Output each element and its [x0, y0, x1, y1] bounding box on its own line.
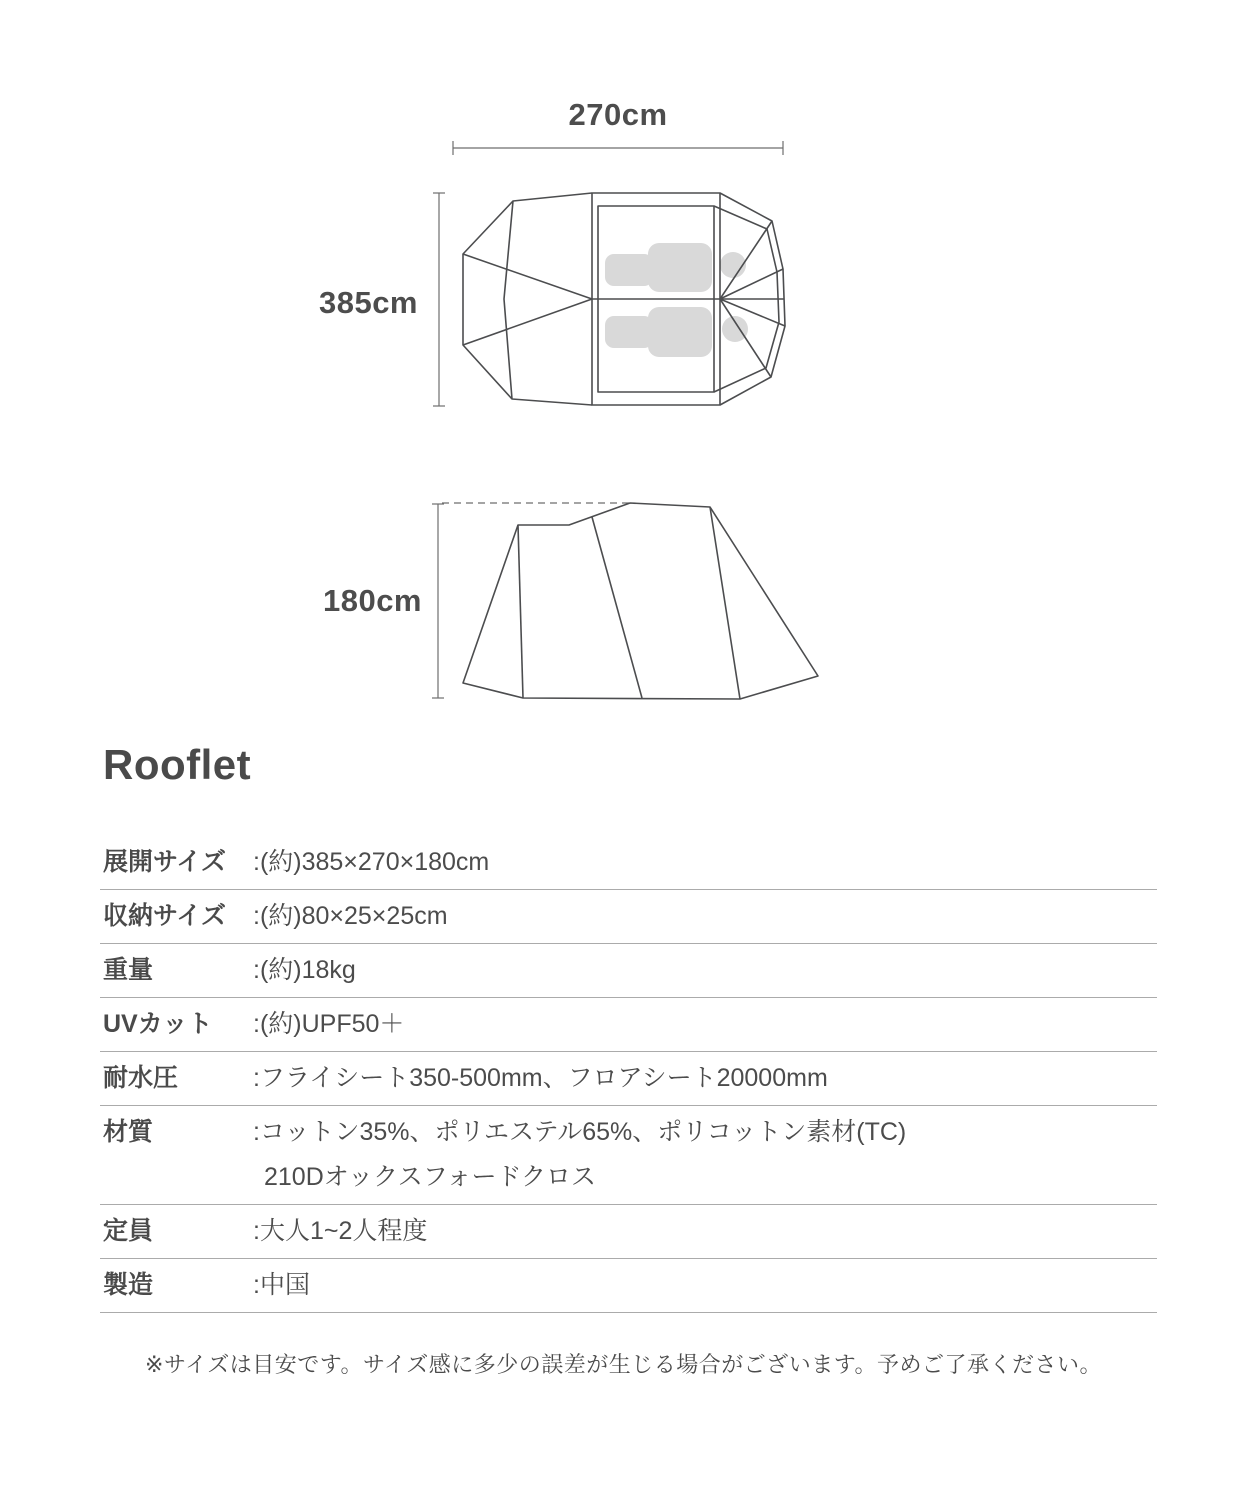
person-silhouette-top	[605, 243, 746, 292]
spec-label: 材質	[103, 1118, 154, 1146]
spec-row-packed-size	[100, 890, 1157, 944]
tent-top-view-outline	[463, 193, 785, 405]
spec-label: 耐水圧	[103, 1064, 179, 1092]
size-disclaimer-note: ※サイズは目安です。サイズ感に多少の誤差が生じる場合がございます。予めご了承ください。	[145, 1352, 1102, 1377]
spec-row-material	[100, 1106, 1157, 1205]
spec-label: 製造	[103, 1271, 154, 1299]
spec-label: 収納サイズ	[103, 902, 227, 930]
person-silhouettes	[605, 243, 748, 357]
spec-label: UVカット	[103, 1010, 213, 1038]
spec-row-capacity	[100, 1205, 1157, 1259]
spec-value-line2: 210Dオックスフォードクロス	[264, 1163, 597, 1191]
person-silhouette-bottom	[605, 307, 748, 357]
spec-row-manufacture	[100, 1259, 1157, 1313]
top-view-width-label: 270cm	[568, 97, 668, 132]
spec-value: :(約)18kg	[253, 956, 356, 984]
spec-label: 定員	[103, 1217, 154, 1245]
tent-side-view-outline	[463, 503, 818, 699]
spec-row-weight	[100, 944, 1157, 998]
dimension-lines-side-view	[432, 503, 632, 698]
spec-label: 展開サイズ	[103, 848, 227, 876]
spec-row-expanded-size	[100, 836, 1157, 890]
spec-value: :(約)80×25×25cm	[253, 902, 448, 930]
side-view-height-label: 180cm	[322, 583, 422, 618]
spec-value: :中国	[253, 1271, 310, 1299]
top-view-height-label: 385cm	[318, 285, 418, 320]
tent-top-view-diagram	[420, 135, 800, 425]
spec-row-water-resistance	[100, 1052, 1157, 1106]
spec-value: :(約)UPF50＋	[253, 1010, 405, 1038]
spec-table	[100, 836, 1157, 1313]
spec-value: :フライシート350-500mm、フロアシート20000mm	[253, 1064, 828, 1092]
spec-value: :(約)385×270×180cm	[253, 848, 490, 876]
spec-value: :コットン35%、ポリエステル65%、ポリコットン素材(TC)	[253, 1118, 907, 1146]
tent-side-view-diagram	[420, 485, 840, 715]
spec-row-uv-cut	[100, 998, 1157, 1052]
page-title: Rooflet	[103, 741, 252, 788]
spec-value: :大人1~2人程度	[253, 1217, 428, 1245]
spec-label: 重量	[103, 956, 154, 984]
